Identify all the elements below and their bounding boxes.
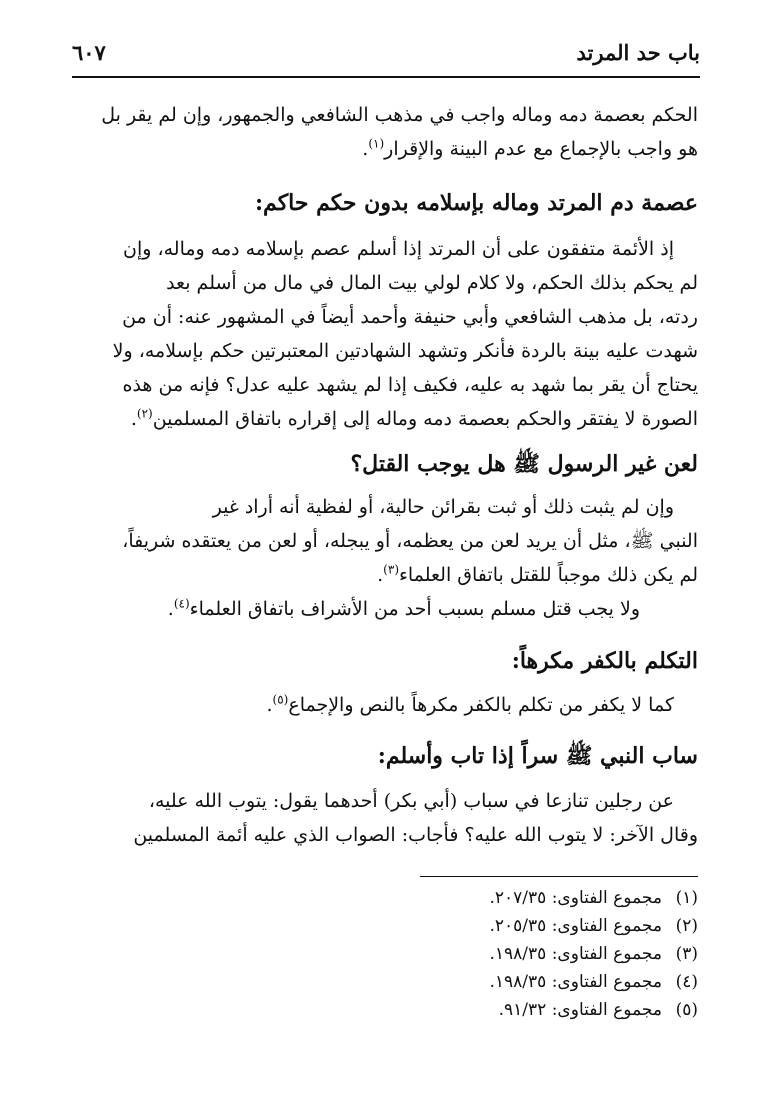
text-line: وإن لم يثبت ذلك أو ثبت بقرائن حالية، أو لفظية أنه أراد غير [212, 496, 674, 518]
text-line: النبي ﷺ، مثل أن يريد لعن من يعظمه، أو يبجله، أو لعن من يعتقده شريفاً، [122, 530, 698, 552]
section-body-1 [74, 232, 698, 436]
page-header [72, 36, 700, 78]
text-line: لم يكن ذلك موجباً للقتل باتفاق العلماء$^{(٣)}$. [377, 562, 698, 586]
section-title: عصمة دم المرتد وماله بإسلامه بدون حكم حاكم: [254, 190, 698, 216]
page-number: ٦٠٧ [72, 40, 106, 65]
footnote-ref: (٣) [383, 562, 399, 577]
footnote-item: (٢)مجموع الفتاوى: ٢٠٥/٣٥. [489, 916, 698, 936]
footnotes [358, 884, 698, 1024]
footnote-ref: (١) [368, 136, 385, 151]
section-body-2 [74, 490, 698, 626]
text-line: شهدت عليه بينة بالردة فأنكر وتشهد الشهادتين المعتبرتين حكم بإسلامه، ولا [112, 340, 698, 362]
footnote-item: (٣)مجموع الفتاوى: ١٩٨/٣٥. [489, 944, 698, 964]
text-line: الصورة لا يفتقر والحكم بعصمة دمه وماله إلى إقراره باتفاق المسلمين$^{(٢)}$. [130, 406, 698, 430]
text-line: الحكم بعصمة دمه وماله واجب في مذهب الشافعي والجمهور، وإن لم يقر بل [101, 104, 698, 126]
paragraph-intro [74, 98, 698, 166]
footnote-separator [420, 876, 698, 877]
section-body-3 [74, 688, 698, 722]
section-title: ساب النبي ﷺ سراً إذا تاب وأسلم: [377, 743, 698, 769]
footnote-ref: (٤) [173, 596, 190, 611]
text-line: ردته، بل مذهب الشافعي وأبي حنيفة وأحمد أيضاً في المشهور عنه: أن من [122, 306, 698, 328]
section-heading-1 [74, 190, 698, 216]
footnote-item: (١)مجموع الفتاوى: ٢٠٧/٣٥. [489, 888, 698, 908]
section-title: لعن غير الرسول ﷺ هل يوجب القتل؟ [350, 451, 698, 477]
text-line: وقال الآخر: لا يتوب الله عليه؟ فأجاب: الصواب الذي عليه أئمة المسلمين [133, 824, 698, 846]
footnote-ref: (٢) [136, 406, 153, 421]
running-title: باب حد المرتد [576, 40, 700, 65]
footnote-item: (٥)مجموع الفتاوى: ٩١/٣٢. [498, 1000, 698, 1020]
section-title: التكلم بالكفر مكرهاً: [511, 648, 698, 674]
text-line: عن رجلين تنازعا في سباب (أبي بكر) أحدهما يقول: يتوب الله عليه، [148, 790, 674, 812]
section-heading-4 [74, 742, 698, 774]
section-heading-2 [74, 450, 698, 482]
text-line: هو واجب بالإجماع مع عدم البينة والإقرار$^{(١)}$. [362, 136, 698, 160]
text-line: لم يحكم بذلك الحكم، ولا كلام لولي بيت المال في مال من أسلم بعد [166, 272, 698, 294]
section-heading-3 [74, 648, 698, 674]
footnote-ref: (٥) [272, 692, 289, 707]
text-line: إذ الأئمة متفقون على أن المرتد إذا أسلم عصم بإسلامه دمه وماله، وإن [123, 238, 674, 260]
text-line: يحتاج أن يقر بما شهد به عليه، فكيف إذا لم يشهد عليه عدل؟ فإنه من هذه [122, 374, 698, 396]
text-line: ولا يجب قتل مسلم بسبب أحد من الأشراف باتفاق العلماء$^{(٤)}$. [167, 596, 640, 620]
text-line: كما لا يكفر من تكلم بالكفر مكرهاً بالنص والإجماع$^{(٥)}$. [266, 692, 674, 716]
section-body-4 [74, 784, 698, 852]
footnote-item: (٤)مجموع الفتاوى: ١٩٨/٣٥. [489, 972, 698, 992]
